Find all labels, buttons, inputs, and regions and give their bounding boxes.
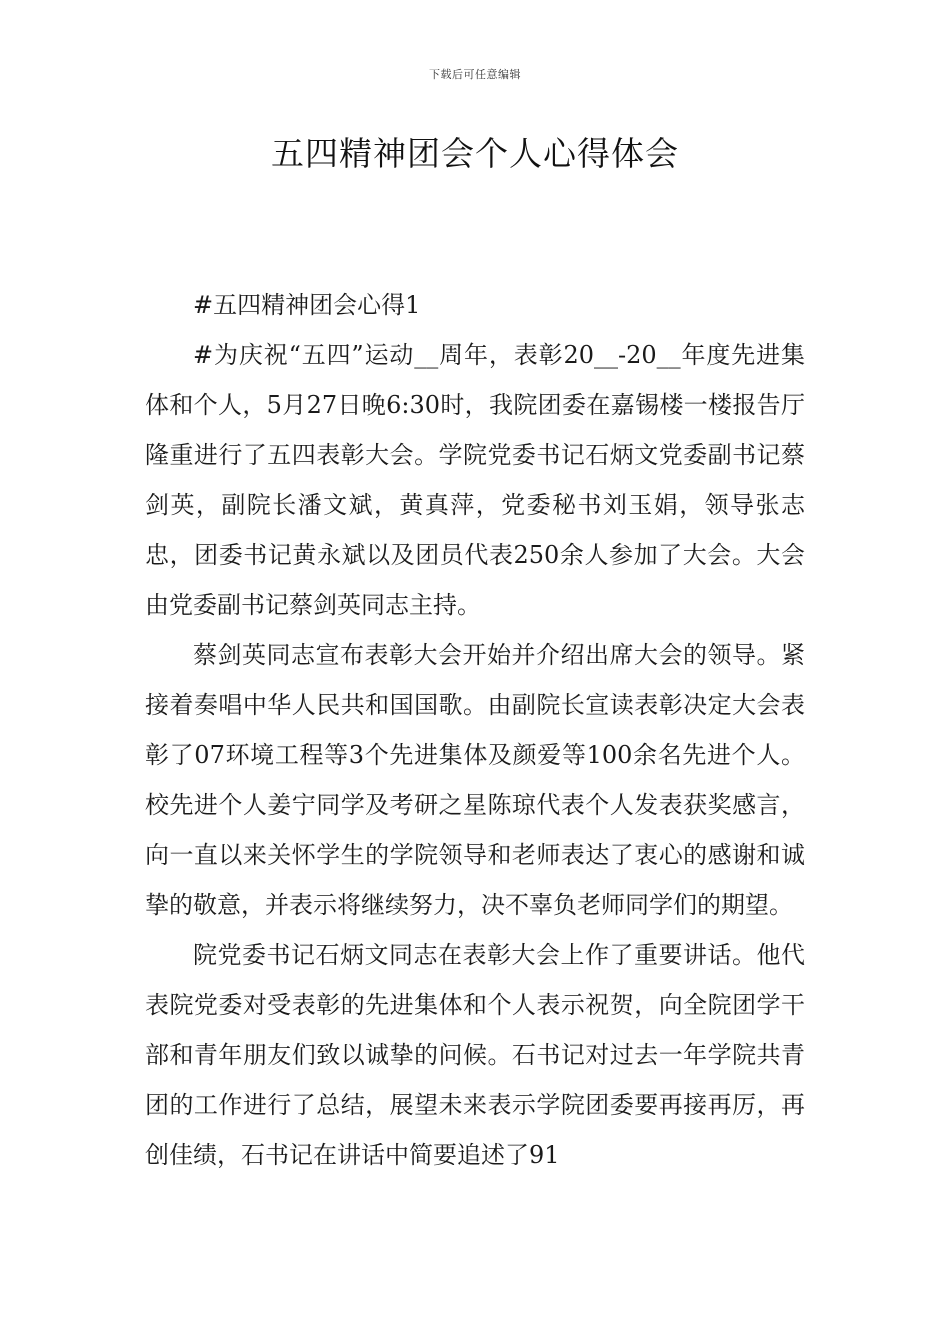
header-note: 下载后可任意编辑 <box>429 68 521 81</box>
paragraph-2: 蔡剑英同志宣布表彰大会开始并介绍出席大会的领导。紧接着奏唱中华人民共和国国歌。由副院长宣读表彰决定大会表彰了07环境工程等3个先进集体及颜爱等100余名先进个人。校先进个人姜宁同学及考研之星陈琼代表个人发表获奖感言，向一直以来关怀学生的学院领导和老师表达了衷心的感谢和诚挚的敬意，并表示将继续努力，决不辜负老师同学们的期望。 <box>145 641 805 919</box>
paragraph-1: #为庆祝“五四”运动__周年，表彰20__-20__年度先进集体和个人，5月27日晚6:30时，我院团委在嘉锡楼一楼报告厅隆重进行了五四表彰大会。学院党委书记石炳文党委副书记蔡剑英，副院长潘文斌，黄真萍，党委秘书刘玉娟，领导张志忠，团委书记黄永斌以及团员代表250余人参加了大会。大会由党委副书记蔡剑英同志主持。 <box>145 341 805 619</box>
paragraph-heading: #五四精神团会心得1 <box>193 291 421 319</box>
document-body <box>145 280 805 1180</box>
paragraph-3: 院党委书记石炳文同志在表彰大会上作了重要讲话。他代表院党委对受表彰的先进集体和个人表示祝贺，向全院团学干部和青年朋友们致以诚挚的问候。石书记对过去一年学院共青团的工作进行了总结，展望未来表示学院团委要再接再厉，再创佳绩，石书记在讲话中简要追述了91 <box>145 941 805 1169</box>
document-title: 五四精神团会个人心得体会 <box>271 134 679 173</box>
